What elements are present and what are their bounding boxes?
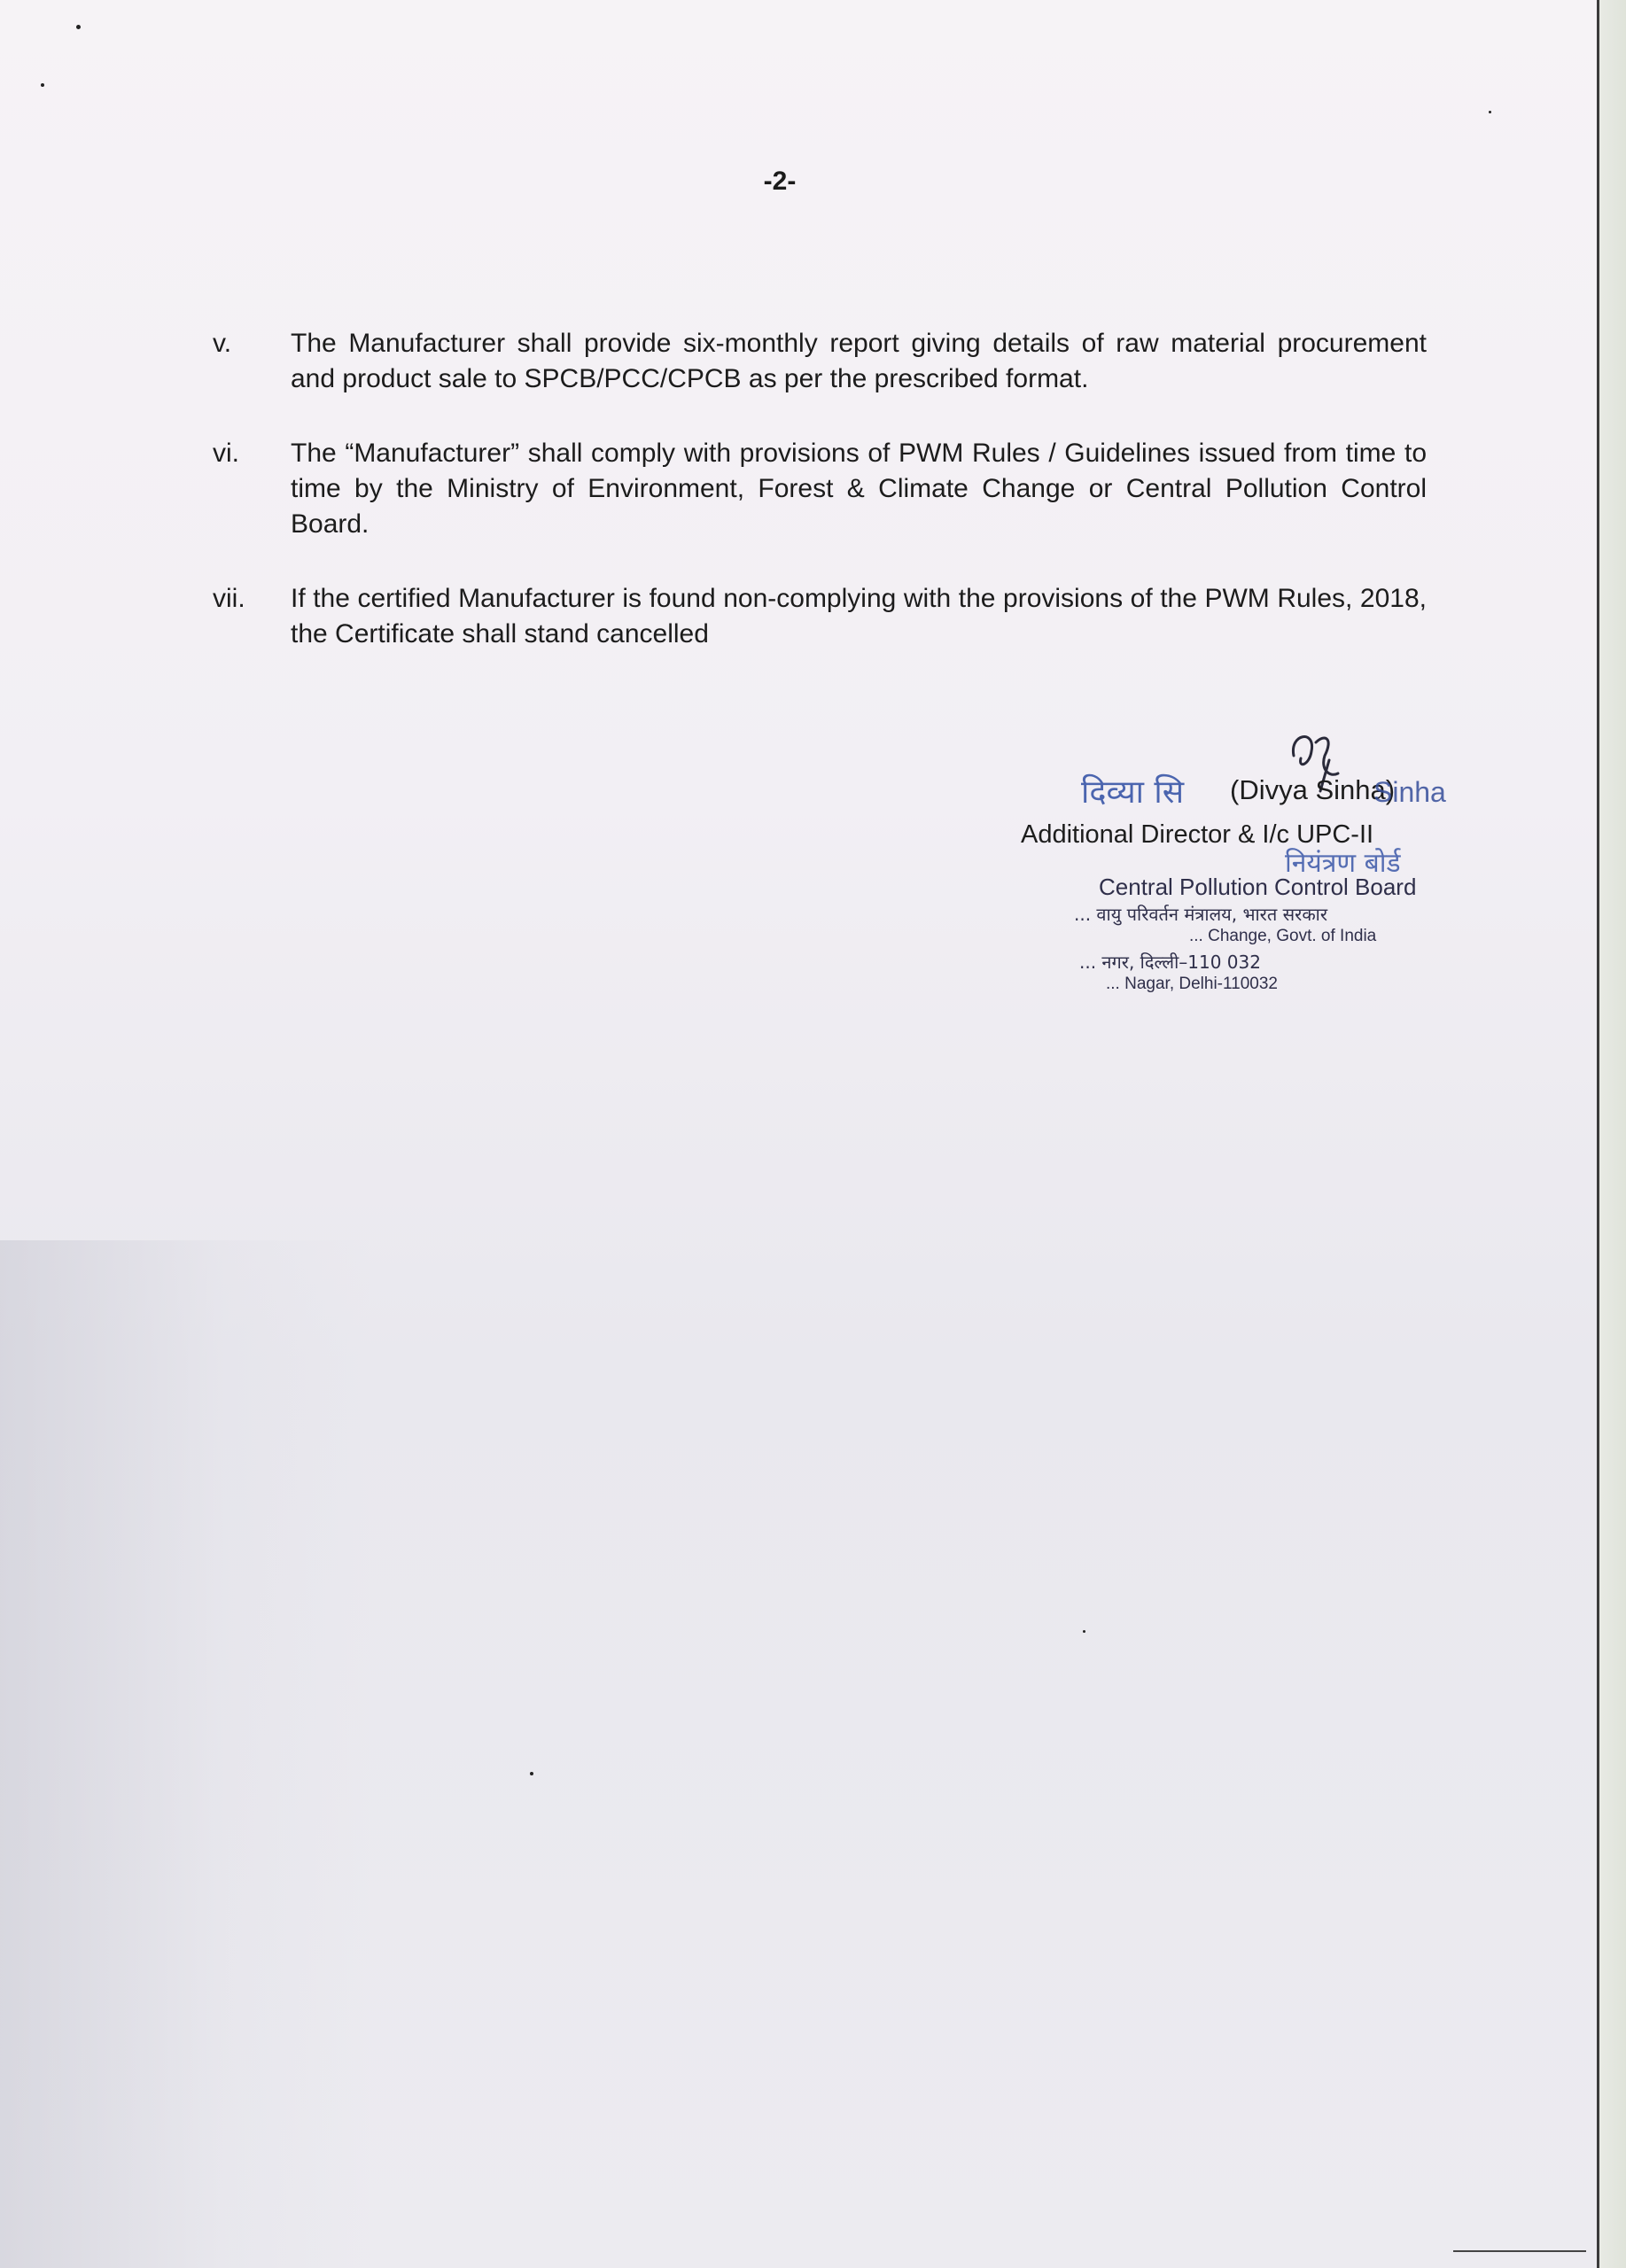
stamp-english-name: Sinha xyxy=(1373,776,1446,808)
page-shadow xyxy=(0,1240,372,2268)
speck-mark xyxy=(1083,1630,1085,1633)
signature-block xyxy=(1001,725,1498,1017)
clause-item xyxy=(204,581,1427,652)
stamp-hindi-name: दिव्या सि xyxy=(1081,774,1185,811)
speck-mark xyxy=(530,1772,533,1775)
clause-text: The “Manufacturer” shall comply with provisions of PWM Rules / Guidelines issued from time to time by the Ministry of Environment, Forest & Climate Change or Central Pollution Control Board. xyxy=(291,439,1427,539)
page-edge-strip xyxy=(1599,0,1626,2268)
stamp-ministry-hindi: ... वायु परिवर्तन मंत्रालय, भारत सरकार xyxy=(1074,904,1328,925)
stamp-address-english: ... Nagar, Delhi-110032 xyxy=(1106,975,1278,993)
signatory-name: (Divya Sinha) xyxy=(1230,774,1396,805)
clause-number: vii. xyxy=(213,584,245,613)
page-number: -2- xyxy=(763,167,797,196)
clause-item xyxy=(204,436,1427,542)
speck-mark xyxy=(1489,111,1491,113)
speck-mark xyxy=(41,83,44,87)
clause-item xyxy=(204,326,1427,397)
clause-list xyxy=(204,326,1427,691)
signatory-designation: Additional Director & I/c UPC-II xyxy=(1021,820,1374,849)
stamp-board-hindi: नियंत्रण बोर्ड xyxy=(1285,848,1401,879)
clause-text: If the certified Manufacturer is found non-complying with the provisions of the PWM Rules, 2018, the Certificate shall stand cancelled xyxy=(291,584,1427,649)
clause-text: The Manufacturer shall provide six-monthly report giving details of raw material procurement and product sale to SPCB/PCC/CPCB as per the prescribed format. xyxy=(291,329,1427,393)
speck-mark xyxy=(76,25,81,29)
stamp-board-english: Central Pollution Control Board xyxy=(1099,874,1417,900)
bottom-rule xyxy=(1453,2250,1586,2252)
clause-number: v. xyxy=(213,329,232,358)
stamp-ministry-english: ... Change, Govt. of India xyxy=(1189,927,1377,945)
stamp-address-hindi: ... नगर, दिल्ली–110 032 xyxy=(1079,951,1261,973)
clause-number: vi. xyxy=(213,439,239,468)
